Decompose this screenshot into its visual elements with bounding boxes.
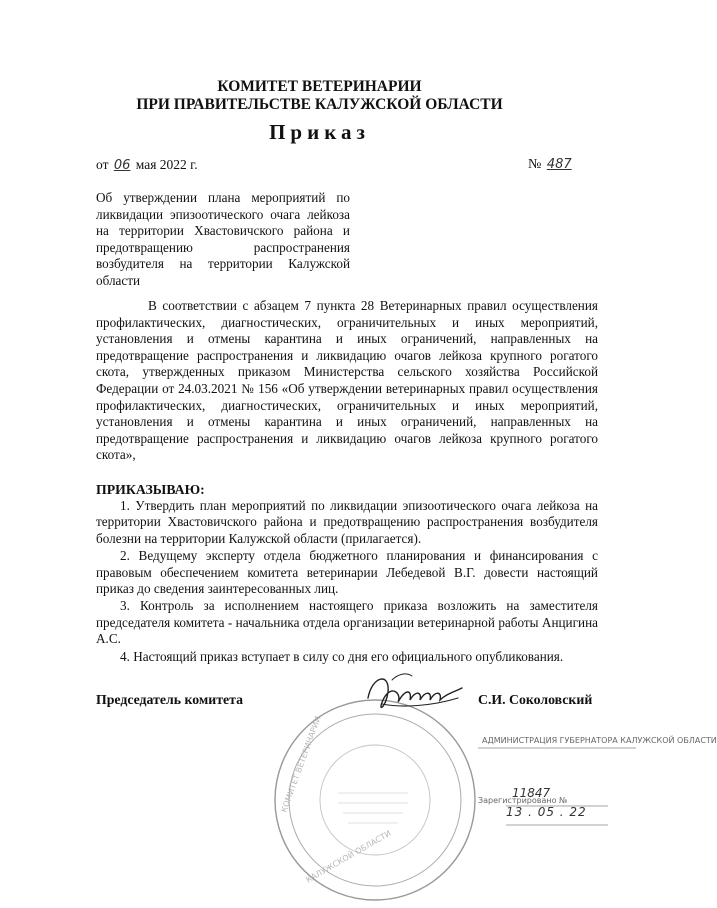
- svg-text:КОМИТЕТ ВЕТЕРИНАРИИ: КОМИТЕТ ВЕТЕРИНАРИИ: [279, 714, 323, 814]
- registration-date-handwritten: 13 . 05 . 22: [506, 805, 587, 819]
- date-rest: мая 2022 г.: [135, 157, 198, 172]
- stamp-line2: Зарегистрировано №: [478, 796, 568, 805]
- order-items: [96, 498, 598, 666]
- official-seal: [268, 693, 483, 908]
- order-item: 4. Настоящий приказ вступает в силу со дня его официального опубликования.: [120, 648, 564, 664]
- document-preamble: [96, 298, 598, 464]
- document-number: [528, 157, 574, 173]
- number-handwritten: 487: [546, 157, 572, 172]
- document-header: [0, 78, 639, 114]
- date-day-handwritten: 06: [113, 158, 131, 173]
- signer-name: С.И. Соколовский: [478, 692, 593, 707]
- document-title: Приказ: [269, 120, 370, 144]
- registration-number-handwritten: 11847: [512, 786, 551, 800]
- order-item: 3. Контроль за исполнением настоящего приказа возложить на заместителя председателя комитета - начальника отдела организации ветеринарной работы Анцигина А.С.: [96, 598, 598, 647]
- order-item: 1. Утвердить план мероприятий по ликвидации эпизоотического очага лейкоза на территории Хвастовичского района и предотвращению распространения возбудителя болезни на территории Калужской области (прилагается).: [96, 498, 598, 546]
- registration-stamp: [478, 726, 717, 836]
- org-name-line2: ПРИ ПРАВИТЕЛЬСТВЕ КАЛУЖСКОЙ ОБЛАСТИ: [136, 96, 503, 113]
- stamp-line1: АДМИНИСТРАЦИЯ ГУБЕРНАТОРА КАЛУЖСКОЙ ОБЛАСТИ: [482, 736, 717, 745]
- svg-text:КАЛУЖСКОЙ ОБЛАСТИ: КАЛУЖСКОЙ ОБЛАСТИ: [304, 828, 393, 885]
- document-subject: Об утверждении плана мероприятий по ликвидации эпизоотического очага лейкоза на территории Хвастовичского района и предотвращению распространения возбудителя на территории Калужской области: [96, 190, 350, 288]
- order-heading: ПРИКАЗЫВАЮ:: [96, 482, 205, 497]
- order-item: 2. Ведущему эксперту отдела бюджетного планирования и финансирования с правовым обеспечением комитета ветеринарии Лебедевой В.Г. довести настоящий приказ до сведения заинтересованных лиц.: [96, 548, 598, 597]
- preamble-text: В соответствии с абзацем 7 пункта 28 Ветеринарных правил осуществления профилактических, диагностических, ограничительных и иных мероприятий, установления и отмены карантина и иных ограничений, направленных на предотвращение распространения и ликвидацию очагов лейкоза крупного рогатого скота, утвержденных приказом Министерства сельского хозяйства Российской Федерации от 24.03.2021 № 156 «Об утверждении ветеринарных правил осуществления профилактических, диагностических, ограничительных и иных мероприятий, установления и отмены карантина и иных ограничений, направленных на предотвращение распространения и ликвидацию очагов лейкоза крупного рогатого скота»,: [96, 298, 598, 463]
- signer-position: Председатель комитета: [96, 692, 243, 707]
- org-name-line1: КОМИТЕТ ВЕТЕРИНАРИИ: [217, 78, 422, 95]
- stamp-lines: [478, 726, 638, 836]
- number-prefix: №: [528, 157, 542, 172]
- handwritten-signature: [362, 668, 470, 724]
- document-date: [96, 157, 198, 173]
- date-prefix: от: [96, 157, 109, 172]
